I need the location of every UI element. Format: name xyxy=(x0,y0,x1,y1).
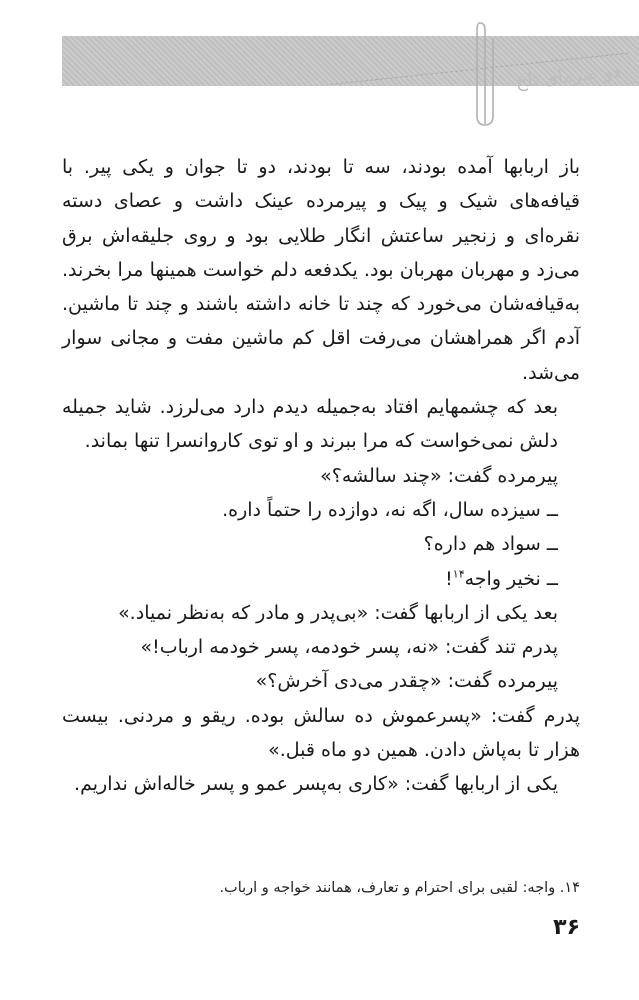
paragraph: پیرمرده گفت: «چقدر می‌دی آخرش؟» xyxy=(255,670,558,693)
dialogue-tail: ! xyxy=(445,567,453,590)
page-number: ۳۶ xyxy=(553,915,580,940)
body-text xyxy=(62,150,580,802)
paragraph: بعد که چشمهایم افتاد به‌جمیله دیدم دارد می‌لرزد. شاید جمیله دلش نمی‌خواست که مرا ببرند و او توی کاروانسرا تنها بماند. xyxy=(62,396,558,453)
paragraph: یکی از اربابها گفت: «کاری به‌پسر عمو و پسر خاله‌اش نداریم. xyxy=(74,773,558,796)
dialogue-line: ــ سیزده سال، اگه نه، دوازده را حتماً داره. xyxy=(222,498,558,521)
dialogue-line xyxy=(62,562,580,596)
footnote-marker: ۱۴ xyxy=(452,567,465,581)
dialogue-text: ــ نخیر واجه xyxy=(464,567,558,590)
paragraph: باز اربابها آمده بودند، سه تا بودند، دو تا جوان و یکی پیر. با قیافه‌های شیک و پیک و پیرمرده عینک داشت و عصای دسته نقره‌ای و زنجیر ساعتش انگار طلایی بود و روی جلیقه‌اش برق می‌زد و مهربان مهربان بود. یکدفعه دلم خواست همینها مرا بخرند. به‌قیافه‌شان می‌خورد که چند تا خانه داشته باشند و چند تا ماشین. آدم اگر همراهشان می‌رفت اقل کم ماشین مفت و مجانی سوار می‌شد. xyxy=(62,156,580,384)
paragraph: پدرم گفت: «پسرعموش ده سالش بوده. ریقو و مردنی. بیست هزار تا به‌پاش دادن. همین دو ماه قبل.» xyxy=(62,704,580,762)
paragraph: پیرمرده گفت: «چند سالشه؟» xyxy=(320,464,558,487)
paragraph: پدرم تند گفت: «نه، پسر خودمه، پسر خودمه ارباب!» xyxy=(140,636,558,659)
paragraph: بعد یکی از اربابها گفت: «بی‌پدر و مادر که به‌نظر نمیاد.» xyxy=(118,601,558,624)
dialogue-line: ــ سواد هم داره؟ xyxy=(423,533,558,556)
header-note-text: دو ضرمای تلخ xyxy=(514,60,622,93)
footnote: ۱۴. واجه: لقبی برای احترام و تعارف، همانند خواجه و ارباب. xyxy=(219,880,580,896)
